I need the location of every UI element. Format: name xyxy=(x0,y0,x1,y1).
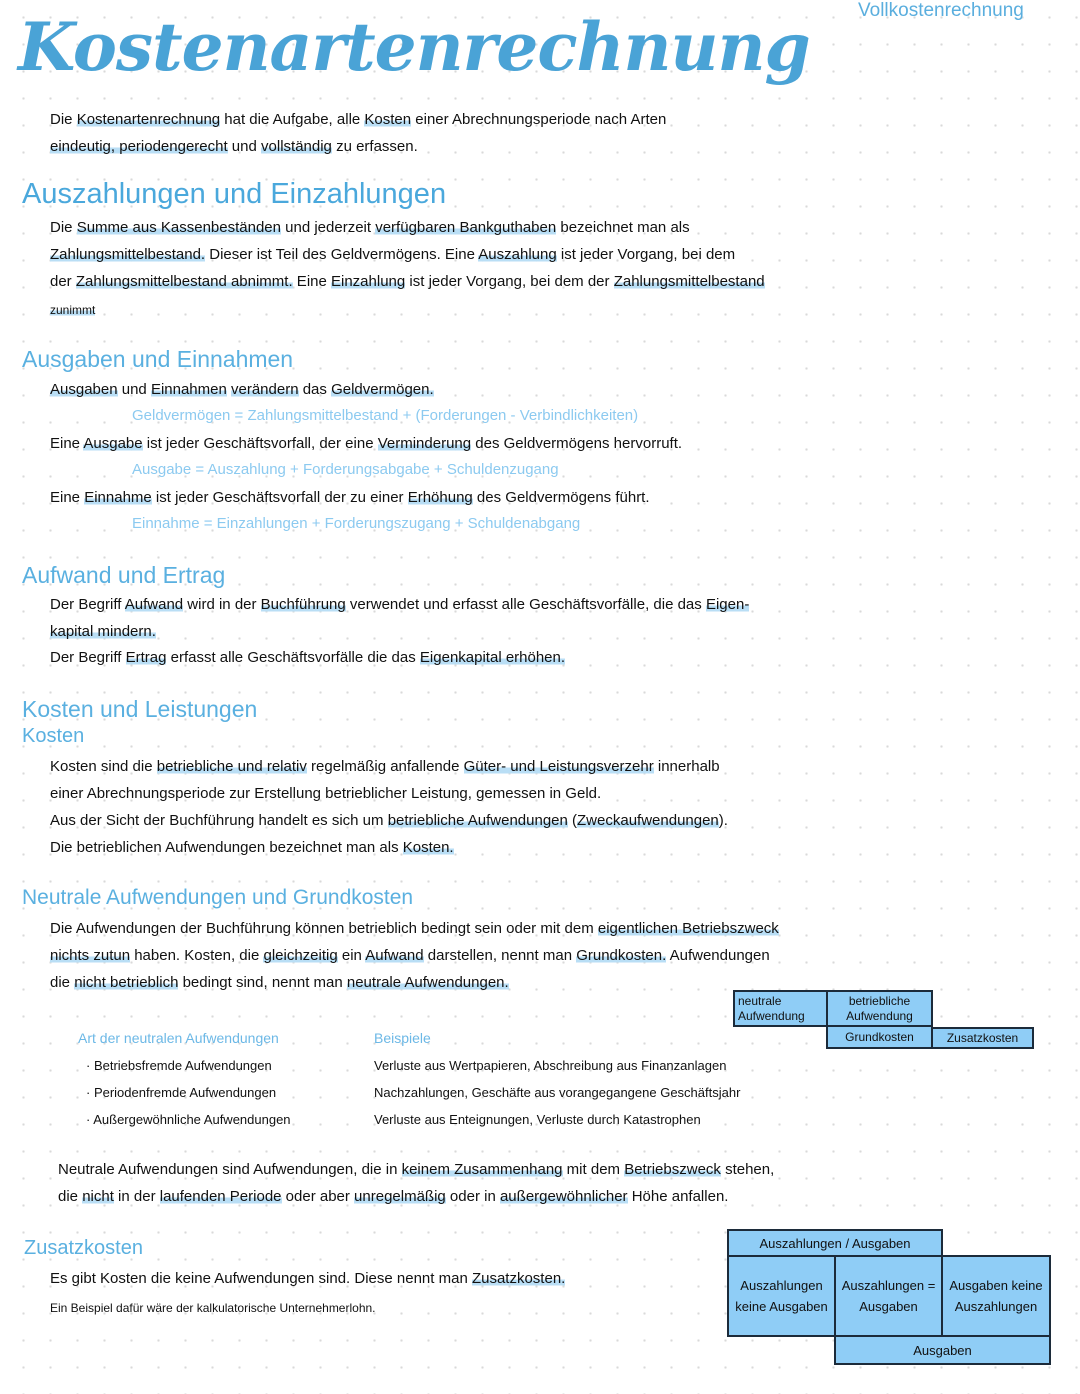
highlighted-term: Ertrag xyxy=(125,649,167,666)
highlighted-term: Güter- und Leistungsverzehr xyxy=(463,758,654,775)
highlighted-term: vollständig xyxy=(261,138,332,155)
text-segment: ist jeder Vorgang, bei dem xyxy=(556,246,736,263)
page-title: Kostenartenrechnung xyxy=(18,8,810,86)
diagram-ausgaben-keine-auszahlungen xyxy=(941,1255,1051,1337)
text-segment: darstellen, nennt man xyxy=(423,947,577,964)
heading-kosten: Kosten und Leistungen xyxy=(22,696,258,722)
text-segment: Die xyxy=(50,219,77,236)
text-segment: haben. Kosten, die xyxy=(130,947,264,964)
diagram-label: Ausgaben keine Auszahlungen xyxy=(949,1278,1043,1314)
diagram-ausgaben xyxy=(834,1335,1051,1365)
text-segment: Der Begriff xyxy=(50,649,126,666)
highlighted-term: Ausgabe xyxy=(83,435,143,452)
table-cell: · Periodenfremde Aufwendungen xyxy=(86,1085,277,1100)
text-segment: Die betrieblichen Aufwendungen bezeichnet man als xyxy=(50,839,403,856)
diagram-label: Auszahlungen = Ausgaben xyxy=(841,1278,936,1314)
text-segment: Eine xyxy=(292,273,331,290)
text-line xyxy=(50,811,728,831)
diagram-label: Auszahlungen / Ausgaben xyxy=(759,1235,911,1251)
highlighted-term: Kosten. xyxy=(402,839,454,856)
text-segment: Dieser ist Teil des Geldvermögens. Eine xyxy=(205,246,479,263)
text-segment: hat die Aufgabe, alle xyxy=(220,111,365,128)
text-line xyxy=(50,757,720,777)
text-segment: Neutrale Aufwendungen sind Aufwendungen, die in xyxy=(58,1161,402,1178)
text-segment: Der Begriff xyxy=(50,596,125,613)
text-segment: Aus der Sicht der Buchführung handelt es sich um xyxy=(50,812,388,829)
intro-line xyxy=(50,110,666,130)
highlighted-term: Ausgaben xyxy=(50,381,118,398)
text-line xyxy=(58,1187,728,1207)
text-segment: zu erfassen. xyxy=(331,138,418,155)
diagram-label: Auszahlungen keine Ausgaben xyxy=(735,1278,828,1314)
highlighted-term: unregelmäßig xyxy=(354,1188,446,1205)
highlighted-term: Einnahme xyxy=(84,489,152,506)
text-segment: Die xyxy=(50,111,77,128)
text-line xyxy=(50,245,735,265)
topic-label: Vollkostenrechnung xyxy=(858,0,1024,21)
text-segment: erfasst alle Geschäftsvorfälle die das xyxy=(166,649,420,666)
table-cell: Verluste aus Wertpapieren, Abschreibung aus Finanzanlagen xyxy=(374,1058,727,1073)
text-line xyxy=(50,488,650,508)
text-line xyxy=(50,272,765,292)
highlighted-term: zunimmt xyxy=(50,303,96,317)
text-segment: in der xyxy=(113,1188,160,1205)
text-segment: und xyxy=(117,381,151,398)
text-segment: bedingt sind, nennt man xyxy=(178,974,347,991)
highlighted-term: Zahlungsmittelbestand. xyxy=(50,246,206,263)
text-line xyxy=(50,919,779,939)
highlighted-term: verändern xyxy=(231,381,299,398)
highlighted-term: außergewöhnlicher xyxy=(499,1188,628,1205)
diagram-auszahlungen-gleich-ausgaben xyxy=(834,1255,943,1337)
highlighted-term: Aufwand xyxy=(124,596,184,613)
text-segment: stehen, xyxy=(720,1161,775,1178)
text-segment: ist jeder Geschäftsvorfall der zu einer xyxy=(151,489,408,506)
formula-einnahme: Einnahme = Einzahlungen + Forderungszugang + Schuldenabgang xyxy=(132,515,581,532)
text-segment: innerhalb xyxy=(653,758,720,775)
highlighted-term: Eigenkapital erhöhen. xyxy=(419,649,566,666)
table-cell: Nachzahlungen, Geschäfte aus vorangegangene Geschäftsjahr xyxy=(374,1085,741,1100)
text-segment: und jederzeit xyxy=(280,219,376,236)
text-line xyxy=(50,434,682,454)
highlighted-term: Verminderung xyxy=(377,435,472,452)
text-segment: ist jeder Vorgang, bei dem der xyxy=(405,273,614,290)
heading-neutral: Neutrale Aufwendungen und Grundkosten xyxy=(22,886,414,909)
diagram-neutral-aufwendung xyxy=(733,990,828,1027)
text-segment: Eine xyxy=(50,489,85,506)
text-line xyxy=(50,300,95,320)
diagram-label: Ausgaben xyxy=(913,1342,972,1358)
highlighted-term: Zusatzkosten. xyxy=(471,1270,566,1287)
highlighted-term: eindeutig, periodengerecht xyxy=(50,138,228,155)
text-segment: ein xyxy=(337,947,366,964)
highlighted-term: verfügbaren Bankguthaben xyxy=(375,219,557,236)
formula-ausgabe: Ausgabe = Auszahlung + Forderungsabgabe + Schuldenzugang xyxy=(132,461,559,478)
highlighted-term: nicht betrieblich xyxy=(74,974,179,991)
diagram-grundkosten xyxy=(826,1025,933,1049)
highlighted-term: Kosten xyxy=(364,111,412,128)
text-segment: Aufwendungen xyxy=(666,947,770,964)
text-segment: und xyxy=(227,138,262,155)
text-segment: des Geldvermögens hervorruft. xyxy=(471,435,683,452)
text-segment: die xyxy=(50,974,75,991)
text-segment: des Geldvermögens führt. xyxy=(472,489,650,506)
highlighted-term: laufenden Periode xyxy=(159,1188,282,1205)
highlighted-term: gleichzeitig xyxy=(263,947,338,964)
highlighted-term: Zweckaufwendungen xyxy=(577,812,719,829)
text-line xyxy=(50,973,509,993)
highlighted-term: Buchführung xyxy=(260,596,346,613)
diagram-betriebliche-aufwendung xyxy=(826,990,933,1027)
text-segment: die xyxy=(58,1188,83,1205)
text-segment: oder in xyxy=(445,1188,500,1205)
heading-ausgaben: Ausgaben und Einnahmen xyxy=(22,346,294,372)
highlighted-term: Grundkosten. xyxy=(576,947,667,964)
heading-aufwand: Aufwand und Ertrag xyxy=(22,562,226,588)
text-segment: Höhe anfallen. xyxy=(627,1188,729,1205)
diagram-zusatzkosten xyxy=(931,1027,1034,1049)
diagram-label: Grundkosten xyxy=(845,1029,914,1044)
diagram-label: neutrale Aufwendung xyxy=(738,993,805,1023)
text-segment: der xyxy=(50,273,76,290)
text-segment: ). xyxy=(718,812,728,829)
highlighted-term: Kostenartenrechnung xyxy=(76,111,221,128)
text-segment: das xyxy=(298,381,332,398)
highlighted-term: Zahlungsmittelbestand abnimmt. xyxy=(75,273,293,290)
text-segment: mit dem xyxy=(562,1161,625,1178)
highlighted-term: betriebliche und relativ xyxy=(156,758,307,775)
highlighted-term: Betriebszweck xyxy=(624,1161,721,1178)
highlighted-term: Aufwand xyxy=(365,947,424,964)
formula-geldvermoegen: Geldvermögen = Zahlungsmittelbestand + (Forderungen - Verbindlichkeiten) xyxy=(132,407,639,424)
subheading-kosten: Kosten xyxy=(22,725,85,747)
highlighted-term: Eigen- xyxy=(705,596,750,613)
table-header-art: Art der neutralen Aufwendungen xyxy=(78,1030,279,1046)
text-line xyxy=(50,784,601,804)
diagram-auszahlungen-keine-ausgaben xyxy=(727,1255,836,1337)
heading-auszahlungen: Auszahlungen und Einzahlungen xyxy=(22,178,447,210)
highlighted-term: Auszahlung xyxy=(478,246,557,263)
text-segment: bezeichnet man als xyxy=(556,219,690,236)
highlighted-term: betriebliche Aufwendungen xyxy=(387,812,568,829)
table-cell: · Betriebsfremde Aufwendungen xyxy=(86,1058,272,1073)
example-line: Ein Beispiel dafür wäre der kalkulatorische Unternehmerlohn. xyxy=(50,1301,376,1315)
highlighted-term: Zahlungsmittelbestand xyxy=(613,273,765,290)
text-line xyxy=(58,1160,774,1180)
highlighted-term: Geldvermögen. xyxy=(331,381,434,398)
text-segment: ist jeder Geschäftsvorfall, der eine xyxy=(142,435,378,452)
highlighted-term: Einnahmen xyxy=(150,381,227,398)
text-segment: einer Abrechnungsperiode zur Erstellung betrieblicher Leistung, gemessen in Geld. xyxy=(50,785,602,802)
text-line xyxy=(50,622,156,642)
diagram-label: Zusatzkosten xyxy=(946,1030,1019,1045)
text-segment: verwendet und erfasst alle Geschäftsvorfälle, die das xyxy=(345,596,706,613)
highlighted-term: nichts zutun xyxy=(50,947,131,964)
text-line xyxy=(50,1269,565,1289)
text-segment: oder aber xyxy=(281,1188,355,1205)
text-segment: Eine xyxy=(50,435,84,452)
text-segment: regelmäßig anfallende xyxy=(306,758,464,775)
highlighted-term: keinem Zusammenhang xyxy=(401,1161,563,1178)
table-header-beispiele: Beispiele xyxy=(374,1030,431,1046)
text-segment: einer Abrechnungsperiode nach Arten xyxy=(411,111,667,128)
highlighted-term: Summe aus Kassenbeständen xyxy=(76,219,281,236)
text-segment: ( xyxy=(567,812,578,829)
diagram-label: betriebliche Aufwendung xyxy=(846,993,913,1023)
highlighted-term: nicht xyxy=(82,1188,114,1205)
text-segment: wird in der xyxy=(183,596,261,613)
table-cell: Verluste aus Enteignungen, Verluste durch Katastrophen xyxy=(374,1112,701,1127)
text-segment: Es gibt Kosten die keine Aufwendungen sind. Diese nennt man xyxy=(50,1270,472,1287)
text-line xyxy=(50,946,770,966)
diagram-auszahlungen-ausgaben xyxy=(727,1229,943,1257)
highlighted-term: neutrale Aufwendungen. xyxy=(346,974,509,991)
text-line xyxy=(50,380,434,400)
text-segment: Die Aufwendungen der Buchführung können betrieblich bedingt sein oder mit dem xyxy=(50,920,598,937)
highlighted-term: Erhöhung xyxy=(407,489,473,506)
text-segment: Kosten sind die xyxy=(50,758,157,775)
text-line xyxy=(50,648,565,668)
highlighted-term: kapital mindern. xyxy=(50,623,156,640)
text-line xyxy=(50,218,690,238)
table-cell: · Außergewöhnliche Aufwendungen xyxy=(86,1112,291,1127)
highlighted-term: Einzahlung xyxy=(331,273,406,290)
text-line xyxy=(50,595,749,615)
text-line xyxy=(50,838,454,858)
highlighted-term: eigentlichen Betriebszweck xyxy=(597,920,779,937)
heading-zusatzkosten: Zusatzkosten xyxy=(24,1237,143,1259)
intro-line xyxy=(50,137,418,157)
